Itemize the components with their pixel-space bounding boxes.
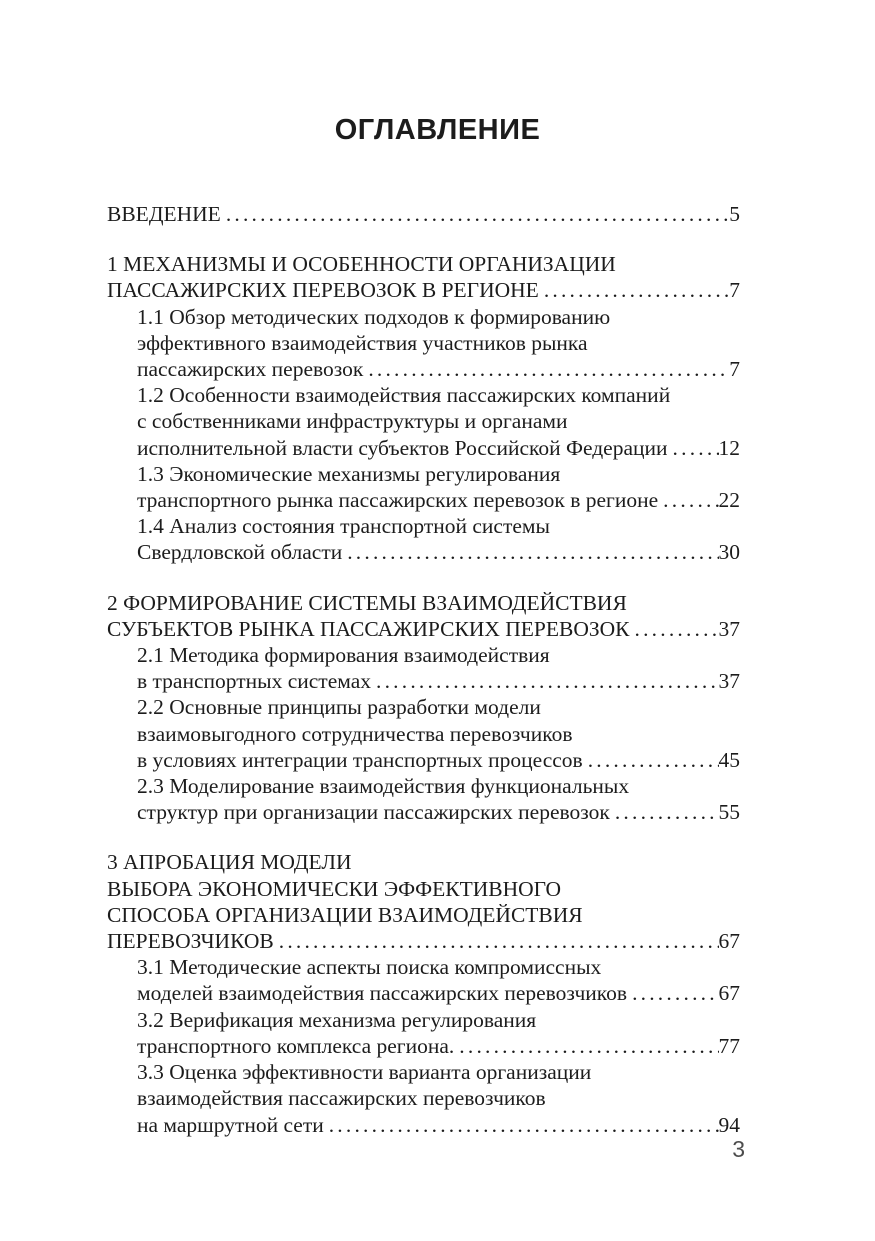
- toc-entry-lastline: [137, 356, 740, 382]
- toc-entry-line: 1.2 Особенности взаимодействия пассажирских компаний: [137, 383, 671, 408]
- toc-entry: [107, 849, 740, 954]
- dot-leader: [615, 799, 719, 825]
- toc-entry-lastline: [137, 1112, 740, 1138]
- toc-entry-lastline: [107, 928, 740, 954]
- toc-entry-lastline: [137, 487, 740, 513]
- toc-entry-lastline: [107, 277, 740, 303]
- dot-leader: [544, 277, 729, 303]
- dot-leader: [279, 928, 719, 954]
- toc-entry: [137, 382, 740, 461]
- toc-page-ref: 67: [718, 929, 740, 954]
- toc-entry-text: в транспортных системах: [137, 669, 372, 694]
- toc-page-ref: 77: [718, 1033, 740, 1058]
- toc-entry-line: 2.1 Методика формирования взаимодействия: [137, 643, 550, 668]
- toc-entry-line: 1.4 Анализ состояния транспортной системы: [137, 514, 550, 539]
- dot-leader: [329, 1112, 719, 1138]
- toc-entry-lastline: [107, 201, 740, 227]
- toc-entry-text: транспортного комплекса региона.: [137, 1033, 455, 1058]
- toc-entry: [137, 513, 740, 565]
- toc-entry-text: исполнительной власти субъектов Российской Федерации: [137, 435, 668, 460]
- toc-list: [107, 201, 740, 1138]
- toc-entry: [107, 590, 740, 642]
- toc-entry-line: 3.1 Методические аспекты поиска компромиссных: [137, 955, 602, 980]
- toc-entry-line: 1.1 Обзор методических подходов к формированию: [137, 304, 611, 329]
- toc-entry: [137, 773, 740, 825]
- toc-page-ref: 7: [729, 278, 740, 303]
- toc-entry-text: в условиях интеграции транспортных процессов: [137, 747, 583, 772]
- dot-leader: [347, 539, 718, 565]
- toc-page-ref: 45: [718, 747, 740, 772]
- toc-entry-line: взаимодействия пассажирских перевозчиков: [137, 1086, 546, 1111]
- toc-entry-lastline: [137, 747, 740, 773]
- toc-entry-line: 2.3 Моделирование взаимодействия функциональных: [137, 774, 630, 799]
- toc-page-ref: 12: [718, 435, 740, 460]
- dot-leader: [632, 980, 718, 1006]
- toc-entry-line: 2.2 Основные принципы разработки модели: [137, 695, 541, 720]
- toc-entry-text: структур при организации пассажирских перевозок: [137, 800, 610, 825]
- toc-entry-line: эффективного взаимодействия участников рынка: [137, 330, 588, 355]
- toc-entry-line: ВЫБОРА ЭКОНОМИЧЕСКИ ЭФФЕКТИВНОГО: [107, 876, 562, 901]
- page-number: 3: [732, 1136, 745, 1162]
- toc-entry: [137, 1007, 740, 1059]
- toc-entry: [107, 201, 740, 227]
- toc-entry-line: 3 АПРОБАЦИЯ МОДЕЛИ: [107, 850, 352, 875]
- toc-entry-text: транспортного рынка пассажирских перевозок в регионе: [137, 488, 659, 513]
- toc-page-ref: 55: [718, 800, 740, 825]
- toc-page-ref: 94: [718, 1112, 740, 1137]
- toc-entry-line: 3.3 Оценка эффективности варианта организации: [137, 1060, 592, 1085]
- toc-entry-line: 1.3 Экономические механизмы регулирования: [137, 461, 561, 486]
- toc-entry-lastline: [137, 668, 740, 694]
- toc-entry-text: моделей взаимодействия пассажирских перевозчиков: [137, 981, 628, 1006]
- dot-leader: [376, 668, 718, 694]
- toc-entry-text: пассажирских перевозок: [137, 357, 364, 382]
- toc-entry: [137, 642, 740, 694]
- toc-entry-lastline: [137, 799, 740, 825]
- toc-entry-text: ВВЕДЕНИЕ: [107, 202, 221, 226]
- toc-page-ref: 30: [718, 540, 740, 565]
- dot-leader: [635, 616, 719, 642]
- dot-leader: [459, 1033, 718, 1059]
- toc-entry-text: ПЕРЕВОЗЧИКОВ: [107, 929, 274, 954]
- dot-leader: [368, 356, 729, 382]
- toc-entry-line: 3.2 Верификация механизма регулирования: [137, 1007, 537, 1032]
- toc-page-ref: 5: [729, 202, 740, 226]
- toc-entry-lastline: [107, 616, 740, 642]
- toc-page-ref: 37: [718, 616, 740, 641]
- toc-entry-line: СПОСОБА ОРГАНИЗАЦИИ ВЗАИМОДЕЙСТВИЯ: [107, 902, 583, 927]
- dot-leader: [663, 487, 718, 513]
- toc-entry-line: с собственниками инфраструктуры и органами: [137, 409, 568, 434]
- toc-entry-line: взаимовыгодного сотрудничества перевозчиков: [137, 721, 573, 746]
- toc-entry-lastline: [137, 435, 740, 461]
- toc-entry-lastline: [137, 539, 740, 565]
- toc-page-ref: 67: [718, 981, 740, 1006]
- toc-entry-lastline: [137, 980, 740, 1006]
- toc-entry-lastline: [137, 1033, 740, 1059]
- toc-page-ref: 22: [718, 488, 740, 513]
- toc-entry: [137, 694, 740, 773]
- dot-leader: [588, 747, 719, 773]
- toc-entry: [137, 461, 740, 513]
- toc-entry-text: ПАССАЖИРСКИХ ПЕРЕВОЗОК В РЕГИОНЕ: [107, 278, 539, 303]
- toc-entry: [137, 1059, 740, 1138]
- toc-entry-text: Свердловской области: [137, 540, 343, 565]
- toc-entry-line: 1 МЕХАНИЗМЫ И ОСОБЕННОСТИ ОРГАНИЗАЦИИ: [107, 252, 616, 277]
- toc-page-ref: 37: [718, 669, 740, 694]
- toc-entry-text: на маршрутной сети: [137, 1112, 324, 1137]
- toc-entry-line: 2 ФОРМИРОВАНИЕ СИСТЕМЫ ВЗАИМОДЕЙСТВИЯ: [107, 590, 627, 615]
- toc-page-ref: 7: [729, 357, 740, 382]
- page-title: ОГЛАВЛЕНИЕ: [334, 114, 541, 146]
- toc-entry: [137, 954, 740, 1006]
- dot-leader: [673, 435, 719, 461]
- toc-entry-text: СУБЪЕКТОВ РЫНКА ПАССАЖИРСКИХ ПЕРЕВОЗОК: [107, 616, 630, 641]
- toc-entry: [107, 251, 740, 303]
- toc-entry: [137, 304, 740, 383]
- dot-leader: [226, 201, 729, 227]
